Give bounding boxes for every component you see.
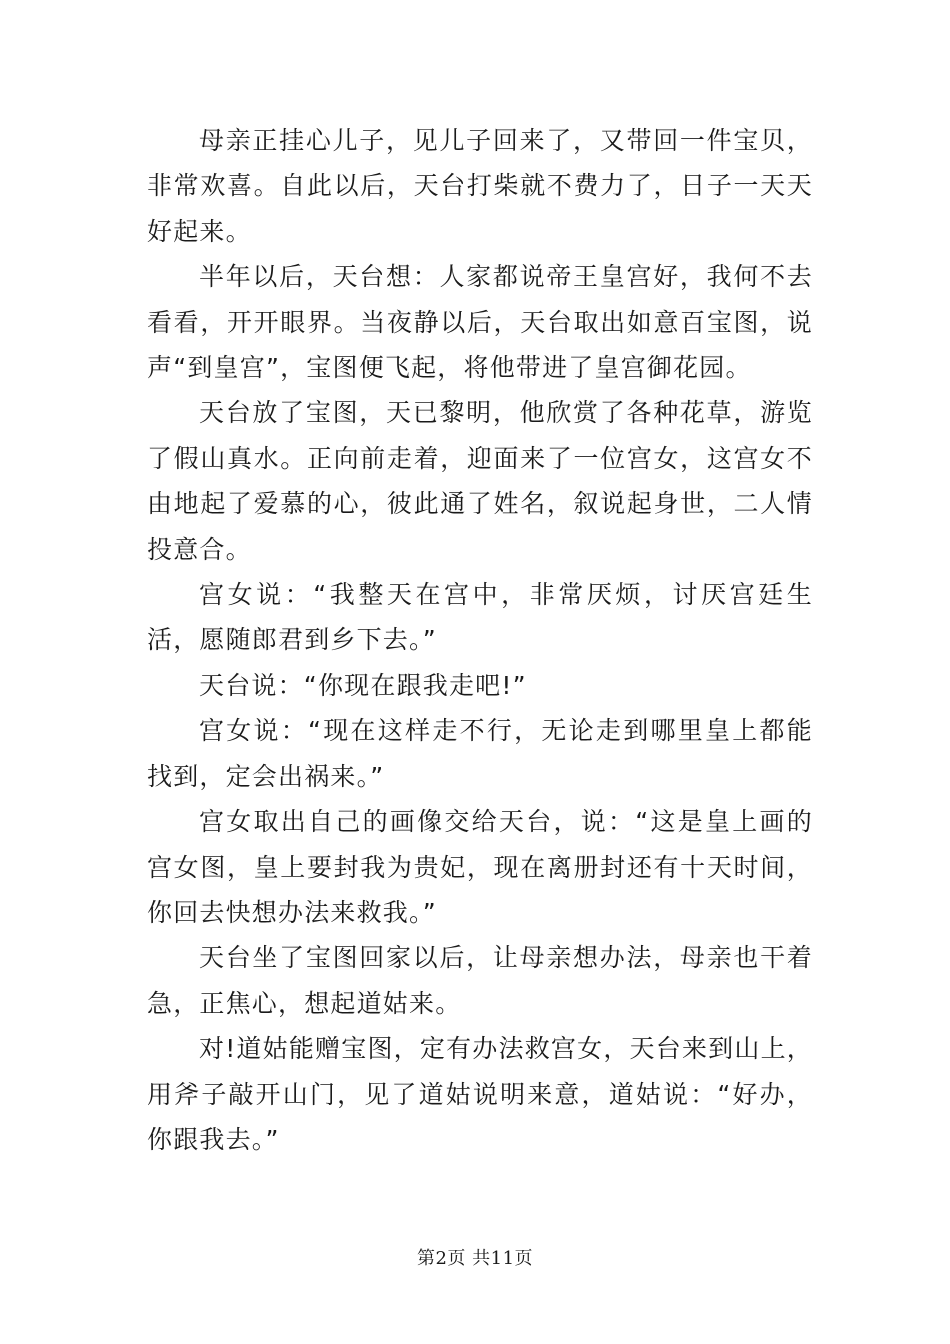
paragraph: 天台坐了宝图回家以后，让母亲想办法，母亲也干着急，正焦心，想起道姑来。 [147, 943, 813, 1018]
paragraph: 天台放了宝图，天已黎明，他欣赏了各种花草，游览了假山真水。正向前走着，迎面来了一位宫女，这宫女不由地起了爱慕的心，彼此通了姓名，叙说起身世，二人情投意合。 [147, 398, 813, 564]
paragraph: 母亲正挂心儿子，见儿子回来了，又带回一件宝贝，非常欢喜。自此以后，天台打柴就不费力了，日子一天天好起来。 [147, 126, 813, 246]
paragraph: 半年以后，天台想：人家都说帝王皇宫好，我何不去看看，开开眼界。当夜静以后，天台取出如意百宝图，说声“到皇宫”，宝图便飞起，将他带进了皇宫御花园。 [147, 262, 813, 383]
paragraph: 宫女说：“我整天在宫中，非常厌烦，讨厌宫廷生活，愿随郎君到乡下去。” [147, 580, 813, 655]
body-text [147, 118, 813, 1162]
paragraph: 对!道姑能赠宝图，定有办法救宫女，天台来到山上，用斧子敲开山门，见了道姑说明来意，道姑说：“好办，你跟我去。” [147, 1034, 813, 1154]
paragraph: 宫女说：“现在这样走不行，无论走到哪里皇上都能找到，定会出祸来。” [147, 716, 813, 791]
page-number-footer: 第2页 共11页 [416, 1248, 534, 1269]
paragraph: 宫女取出自己的画像交给天台，说：“这是皇上画的宫女图，皇上要封我为贵妃，现在离册封还有十天时间，你回去快想办法来救我。” [147, 807, 813, 927]
paragraph: 天台说：“你现在跟我走吧!” [199, 670, 527, 700]
